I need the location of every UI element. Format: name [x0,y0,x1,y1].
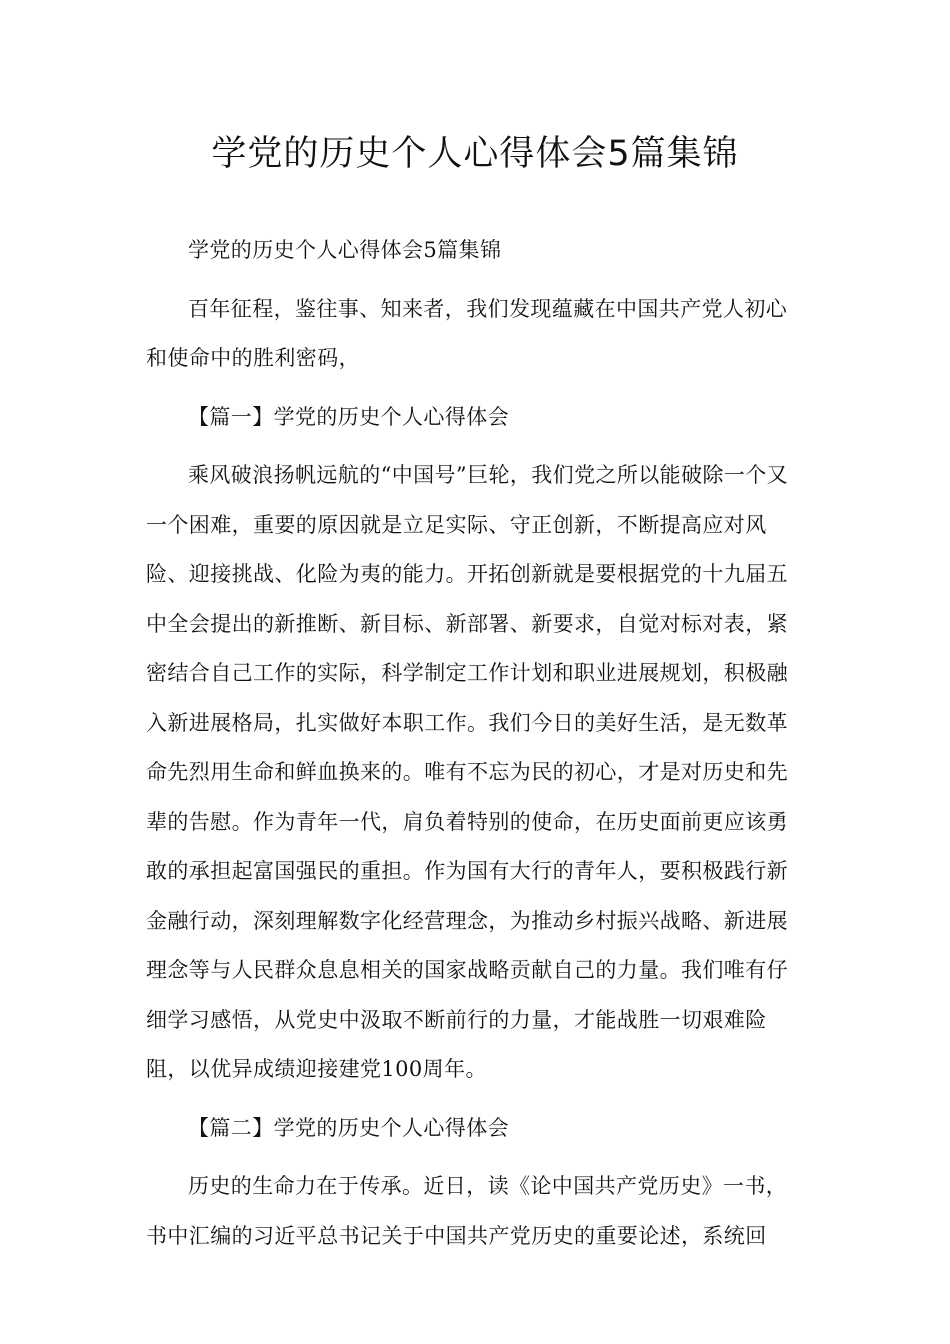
document-body [146,226,808,1270]
intro-heading-paragraph: 学党的历史个人心得体会5篇集锦 [188,238,502,262]
section-two-paragraph: 历史的生命力在于传承。近日，读《论中国共产党历史》一书，书中汇编的习近平总书记关于中国共产党历史的重要论述，系统回 [146,1174,788,1248]
section-one-heading: 【篇一】学党的历史个人心得体会 [188,404,509,429]
document-title: 学党的历史个人心得体会5篇集锦 [211,134,739,174]
section-two-heading: 【篇二】学党的历史个人心得体会 [188,1115,509,1140]
section-one-paragraph: 乘风破浪扬帆远航的“中国号”巨轮，我们党之所以能破除一个又一个困难，重要的原因就是立足实际、守正创新，不断提高应对风险、迎接挑战、化险为夷的能力。开拓创新就是要根据党的十九届五中全会提出的新推断、新目标、新部署、新要求，自觉对标对表，紧密结合自己工作的实际，科学制定工作计划和职业进展规划，积极融入新进展格局，扎实做好本职工作。我们今日的美好生活，是无数革命先烈用生命和鲜血换来的。唯有不忘为民的初心，才是对历史和先辈的告慰。作为青年一代，肩负着特别的使命，在历史面前更应该勇敢的承担起富国强民的重担。作为国有大行的青年人，要积极践行新金融行动，深刻理解数字化经营理念，为推动乡村振兴战略、新进展理念等与人民群众息息相关的国家战略贡献自己的力量。我们唯有仔细学习感悟，从党史中汲取不断前行的力量，才能战胜一切艰难险阻，以优异成绩迎接建党100周年。 [146,463,789,1081]
intro-paragraph: 百年征程，鉴往事、知来者，我们发现蕴藏在中国共产党人初心和使命中的胜利密码， [146,296,788,370]
